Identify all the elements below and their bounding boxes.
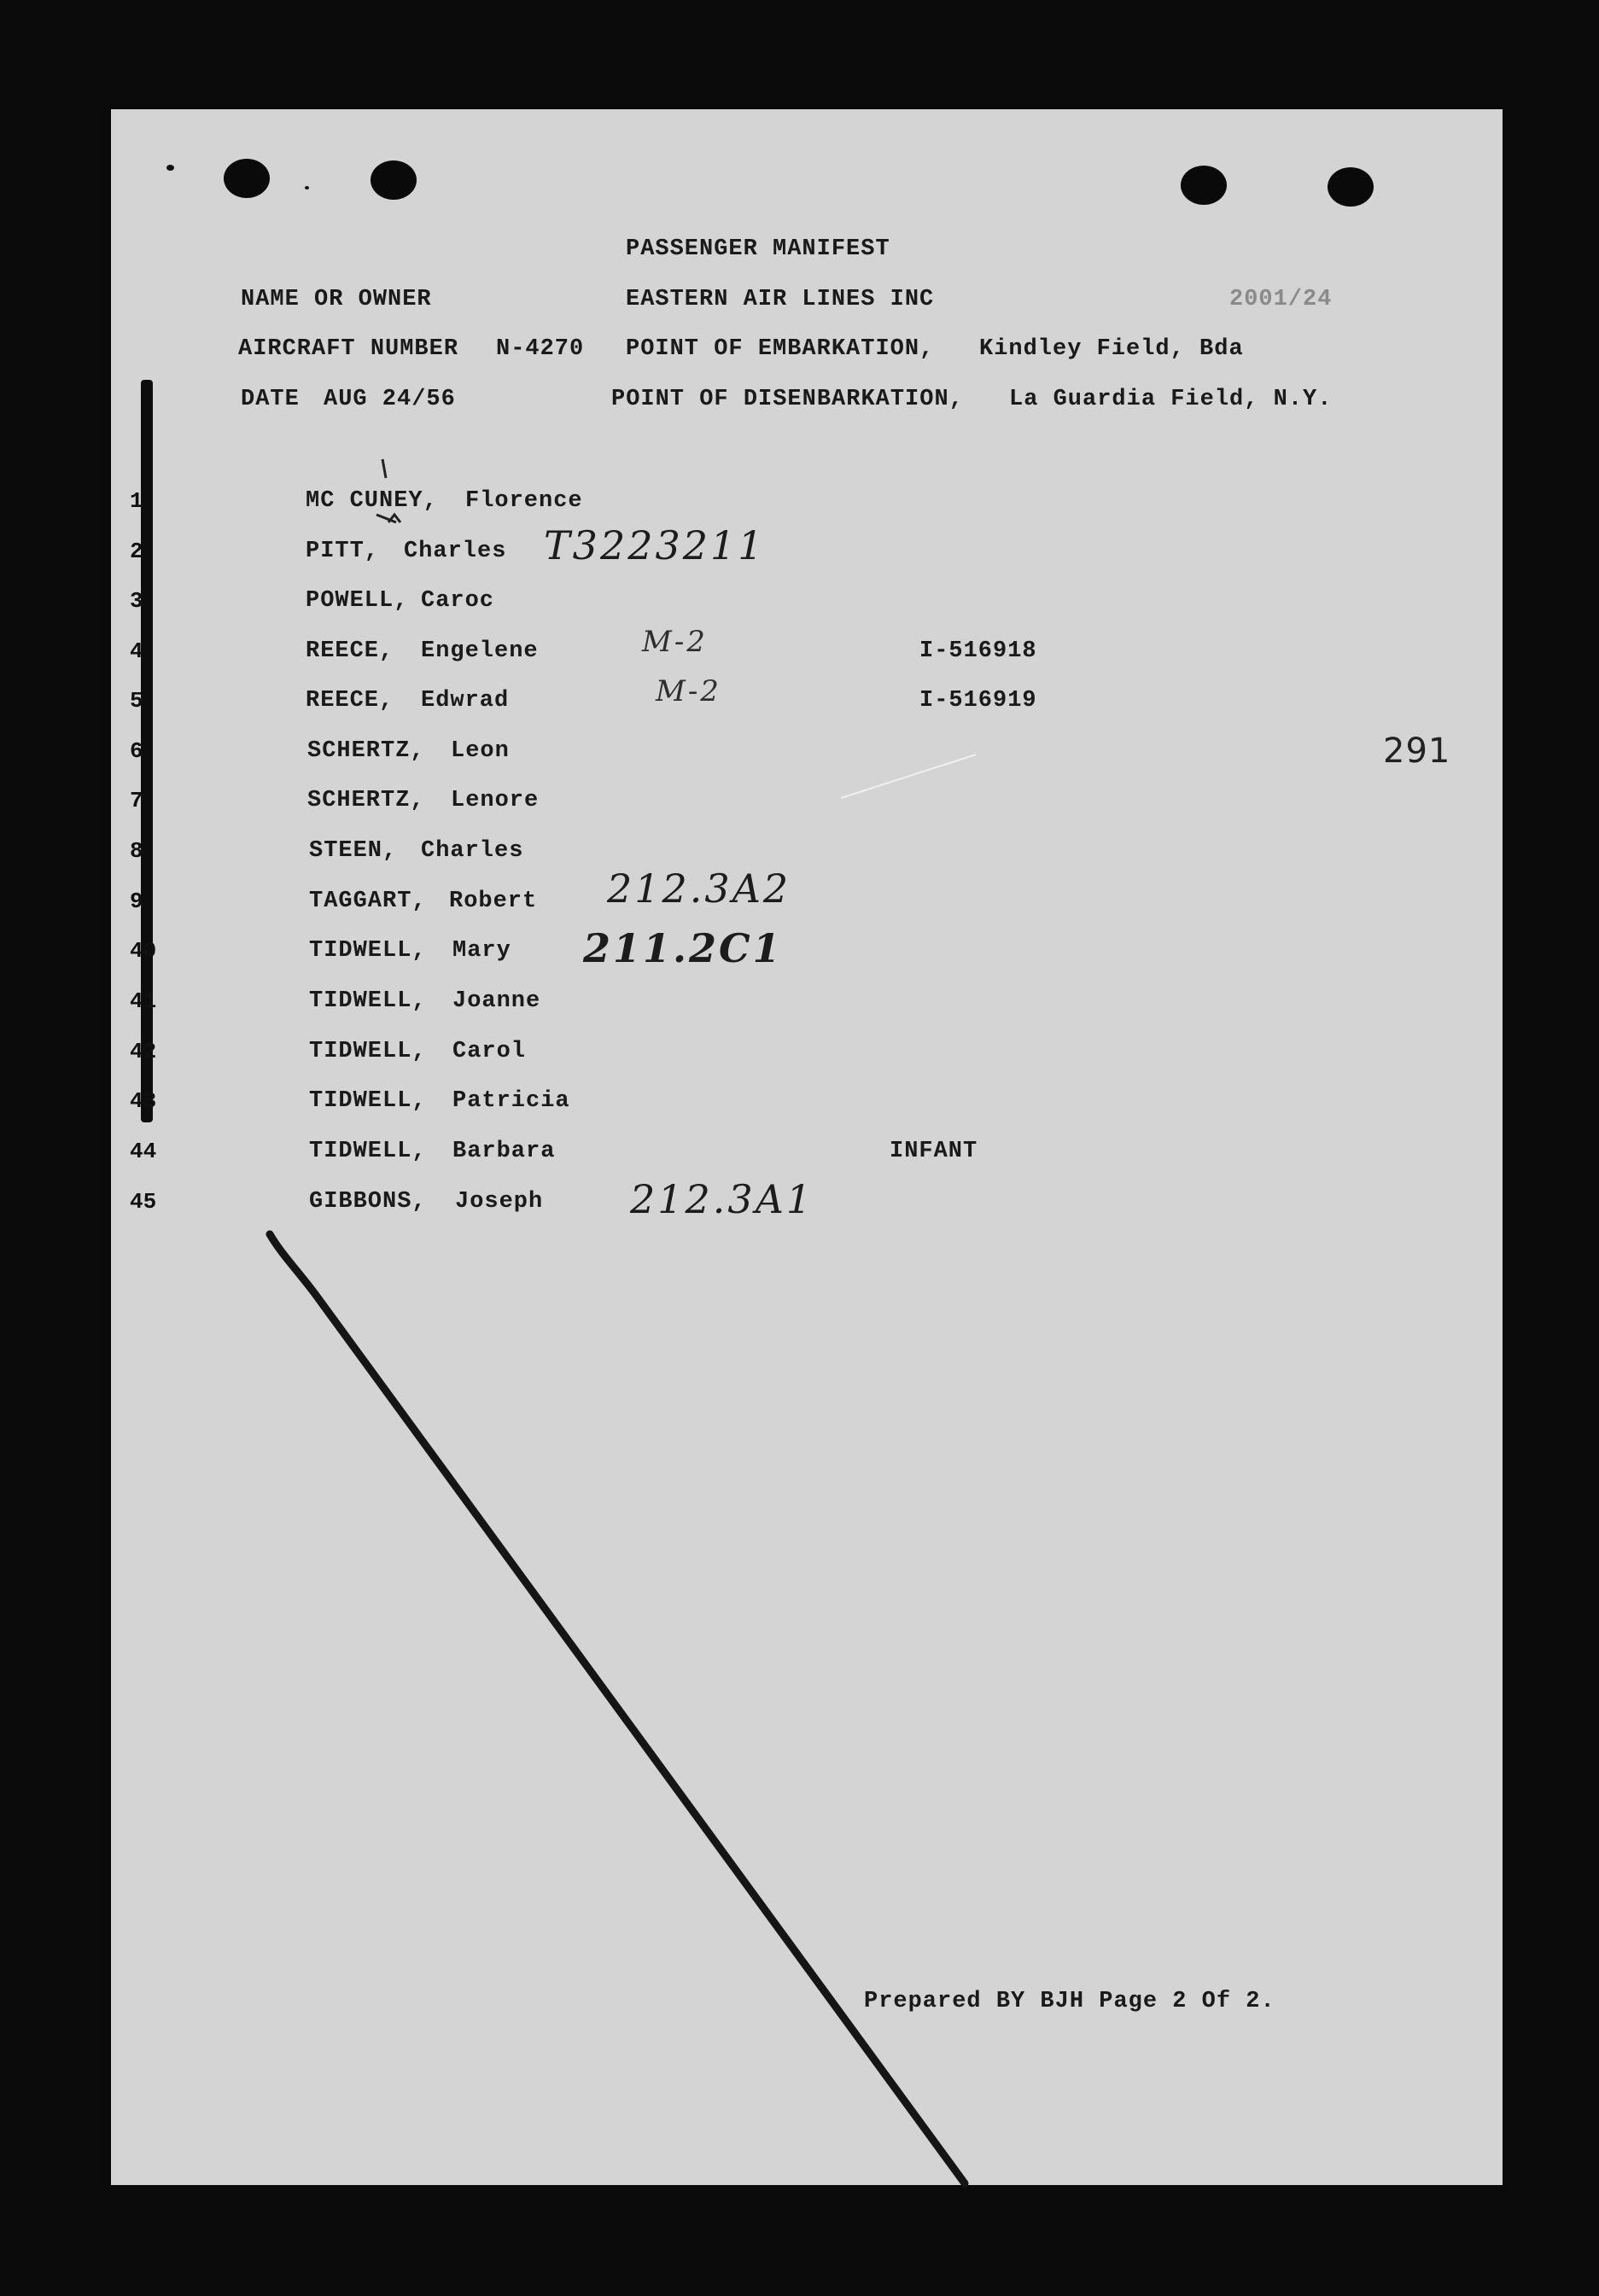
passenger-given-name: Joseph xyxy=(455,1189,544,1215)
passenger-surname: PITT, xyxy=(306,539,380,564)
passenger-surname: SCHERTZ, xyxy=(307,738,425,764)
row-number: 8 xyxy=(130,838,143,864)
handwritten-code: T3223211 xyxy=(544,522,766,568)
passenger-surname: TIDWELL, xyxy=(309,1139,427,1164)
passenger-given-name: Charles xyxy=(404,539,507,564)
passenger-given-name: Engelene xyxy=(421,638,539,664)
owner-value: EASTERN AIR LINES INC xyxy=(626,287,935,312)
row-number: 4 xyxy=(130,638,143,664)
passenger-given-name: Charles xyxy=(421,838,524,864)
passenger-surname: REECE, xyxy=(306,688,394,714)
row-number: 40 xyxy=(130,938,157,964)
passenger-given-name: Leon xyxy=(451,738,510,764)
passenger-id: I-516918 xyxy=(919,638,1037,664)
passenger-surname: STEEN, xyxy=(309,838,398,864)
passenger-note: INFANT xyxy=(890,1139,978,1164)
passenger-given-name: Barbara xyxy=(452,1139,556,1164)
passenger-surname: TIDWELL, xyxy=(309,1088,427,1114)
date-value: AUG 24/56 xyxy=(324,387,456,412)
handwritten-code: 212.3A1 xyxy=(630,1176,814,1222)
passenger-surname: TIDWELL, xyxy=(309,938,427,964)
handwritten-code: M-2 xyxy=(642,625,708,659)
row-number: 6 xyxy=(130,738,143,764)
passenger-surname: POWELL, xyxy=(306,588,409,614)
disembarkation-value: La Guardia Field, N.Y. xyxy=(1009,387,1333,412)
footer-prepared-by: Prepared BY BJH Page 2 Of 2. xyxy=(864,1989,1275,2014)
page-stamp-number: 291 xyxy=(1383,731,1451,771)
row-number: 1 xyxy=(130,488,143,514)
handwritten-code: 211.2C1 xyxy=(583,925,783,971)
pencil-stray-line xyxy=(841,755,976,798)
row-number: 43 xyxy=(130,1088,157,1114)
date-label: DATE xyxy=(241,387,300,412)
row-number: 3 xyxy=(130,588,143,614)
row-number: 44 xyxy=(130,1139,157,1164)
passenger-given-name: Carol xyxy=(452,1039,527,1064)
flight-ref: 2001/24 xyxy=(1229,287,1333,312)
row-number: 2 xyxy=(130,539,143,564)
row-number: 45 xyxy=(130,1189,157,1215)
passenger-surname: GIBBONS, xyxy=(309,1189,427,1215)
row-number: 41 xyxy=(130,988,157,1014)
embarkation-value: Kindley Field, Bda xyxy=(979,336,1244,362)
passenger-surname: TIDWELL, xyxy=(309,988,427,1014)
row-number: 9 xyxy=(130,889,143,914)
disembarkation-label: POINT OF DISENBARKATION, xyxy=(611,387,964,412)
row-number: 5 xyxy=(130,688,143,714)
name-or-owner-label: NAME OR OWNER xyxy=(241,287,432,312)
aircraft-number: N-4270 xyxy=(496,336,585,362)
passenger-surname: TAGGART, xyxy=(309,889,427,914)
row-number: 7 xyxy=(130,788,143,813)
passenger-surname: REECE, xyxy=(306,638,394,664)
handwritten-code: 212.3A2 xyxy=(607,865,791,912)
passenger-surname: SCHERTZ, xyxy=(307,788,425,813)
manifest-title: PASSENGER MANIFEST xyxy=(626,236,890,262)
passenger-surname: TIDWELL, xyxy=(309,1039,427,1064)
handwritten-code: M-2 xyxy=(656,674,721,708)
row-number: 42 xyxy=(130,1039,157,1064)
diagonal-cancel-line xyxy=(270,1234,965,2183)
passenger-given-name: Mary xyxy=(452,938,511,964)
passenger-id: I-516919 xyxy=(919,688,1037,714)
check-mark xyxy=(376,459,396,522)
passenger-given-name: Lenore xyxy=(451,788,540,813)
passenger-given-name: Florence xyxy=(465,488,583,514)
passenger-given-name: Edwrad xyxy=(421,688,510,714)
passenger-given-name: Robert xyxy=(449,889,538,914)
embarkation-label: POINT OF EMBARKATION, xyxy=(626,336,935,362)
passenger-surname: MC CUNEY, xyxy=(306,488,438,514)
passenger-given-name: Caroc xyxy=(421,588,495,614)
passenger-given-name: Patricia xyxy=(452,1088,570,1114)
aircraft-number-label: AIRCRAFT NUMBER xyxy=(238,336,459,362)
passenger-given-name: Joanne xyxy=(452,988,541,1014)
